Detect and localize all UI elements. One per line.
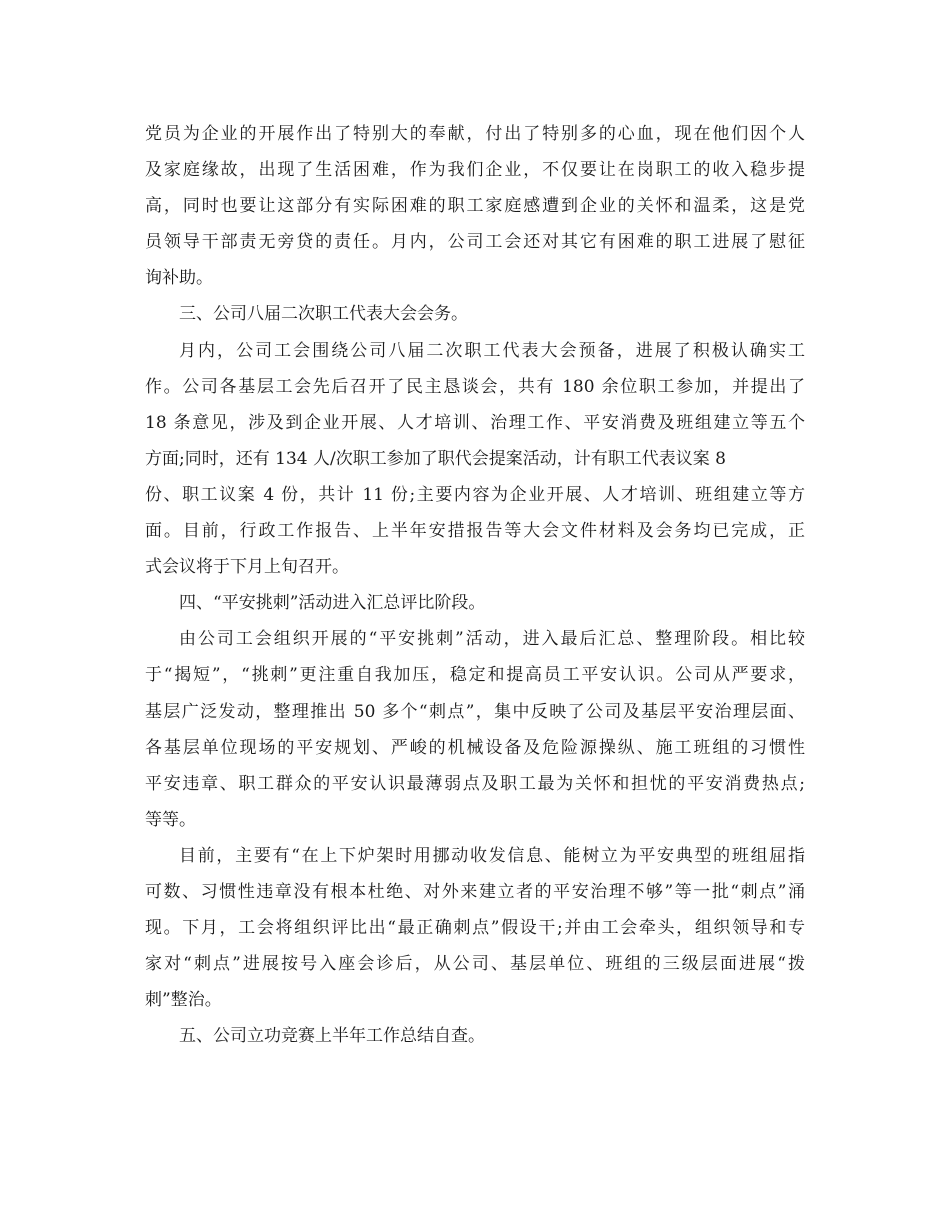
text-line: 目前，主要有“在上下炉架时用挪动收发信息、能树立为平安典型的班组屈指 (179, 845, 805, 866)
text-line: 家对“刺点”进展按号入座会诊后，从公司、基层单位、班组的三级层面进展“拨 (145, 954, 805, 975)
text-line: 询补助。 (145, 268, 213, 289)
text-line: 份、职工议案 4 份，共计 11 份;主要内容为企业开展、人才培训、班组建立等方 (145, 484, 805, 505)
text-line: 平安违章、职工群众的平安认识最薄弱点及职工最为关怀和担忧的平安消费热点; (145, 773, 805, 794)
text-line: 刺”整治。 (145, 990, 222, 1011)
text-line: 式会议将于下月上旬召开。 (145, 557, 349, 578)
text-line: 党员为企业的开展作出了特别大的奉献，付出了特别多的心血，现在他们因个人 (145, 124, 805, 144)
text-line: 现。下月，工会将组织评比出“最正确刺点”假设干;并由工会牵头，组织领导和专 (145, 918, 805, 939)
text-line: 基层广泛发动，整理推出 50 多个“刺点”，集中反映了公司及基层平安治理层面、 (145, 701, 805, 722)
text-line: 面。目前，行政工作报告、上半年安措报告等大会文件材料及会务均已完成，正 (145, 521, 805, 542)
text-line: 于“揭短”，“挑刺”更注重自我加压，稳定和提高员工平安认识。公司从严要求， (145, 665, 805, 686)
text-line: 各基层单位现场的平安规划、严峻的机械设备及危险源操纵、施工班组的习惯性 (145, 737, 805, 758)
text-line: 18 条意见，涉及到企业开展、人才培训、治理工作、平安消费及班组建立等五个 (145, 412, 805, 433)
text-line: 高，同时也要让这部分有实际困难的职工家庭感遭到企业的关怀和温柔，这是党 (145, 196, 805, 217)
text-line: 方面;同时，还有 134 人/次职工参加了职代会提案活动，计有职工代表议案 8 (145, 448, 726, 469)
text-line: 由公司工会组织开展的“平安挑刺”活动，进入最后汇总、整理阶段。相比较 (179, 629, 805, 650)
text-line: 三、公司八届二次职工代表大会会务。 (179, 304, 468, 325)
text-line: 等等。 (145, 809, 196, 830)
text-line: 及家庭缘故，出现了生活困难，作为我们企业，不仅要让在岗职工的收入稳步提 (145, 160, 805, 181)
text-line: 四、“平安挑刺”活动进入汇总评比阶段。 (179, 593, 486, 614)
text-line: 员领导干部责无旁贷的责任。月内，公司工会还对其它有困难的职工进展了慰征 (145, 232, 805, 253)
text-line: 作。公司各基层工会先后召开了民主恳谈会，共有 180 余位职工参加，并提出了 (145, 376, 805, 397)
text-line: 月内，公司工会围绕公司八届二次职工代表大会预备，进展了积极认确实工 (179, 340, 805, 361)
text-line: 可数、习惯性违章没有根本杜绝、对外来建立者的平安治理不够”等一批“刺点”涌 (145, 881, 805, 902)
document-body (145, 116, 805, 1054)
text-line: 五、公司立功竞赛上半年工作总结自查。 (179, 1026, 485, 1047)
